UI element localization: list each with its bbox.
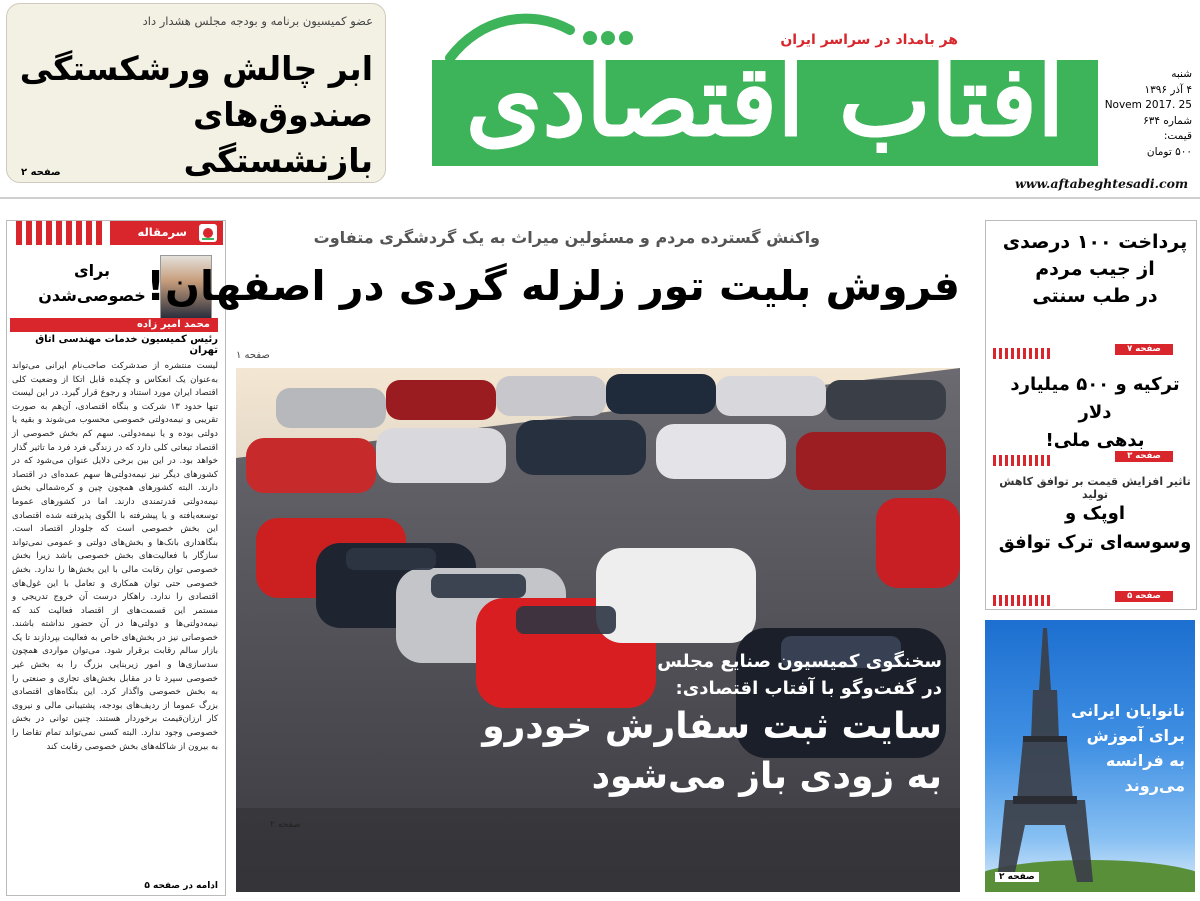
eiffel-tower-ad[interactable] bbox=[985, 620, 1195, 892]
ad-page-ref: صفحه ۲ bbox=[995, 872, 1039, 882]
author-bar bbox=[10, 318, 218, 332]
photo-caption-kicker bbox=[657, 648, 942, 702]
promo-title-line: ابر چالش ورشکستگی bbox=[19, 49, 373, 88]
brief-line: در طب سنتی bbox=[1032, 285, 1158, 307]
ad-line: به فرانسه bbox=[1105, 751, 1185, 770]
newspaper-logo[interactable]: آفتاب اقتصادی bbox=[465, 44, 1065, 159]
issue-price: ۵۰۰ تومان bbox=[1146, 145, 1192, 158]
promo-title bbox=[17, 46, 373, 184]
brief-page-ref: صفحه ۷ bbox=[1115, 344, 1173, 355]
ad-line: می‌روند bbox=[1124, 776, 1185, 795]
website-link[interactable]: www.aftabeghtesadi.com bbox=[1015, 176, 1189, 191]
editorial-badge-label: سرمقاله bbox=[137, 225, 187, 239]
brief-kicker: تاثیر افزایش قیمت بر توافق کاهش تولید bbox=[999, 475, 1191, 501]
ad-line: نانوایان ایرانی bbox=[1071, 701, 1185, 720]
masthead-divider bbox=[0, 197, 1200, 199]
brief-stripes bbox=[993, 451, 1053, 462]
ad-text bbox=[1065, 698, 1185, 798]
ad-line: برای آموزش bbox=[1086, 726, 1185, 745]
promo-title-line: صندوق‌های بازنشستگی bbox=[183, 95, 373, 180]
brief-page-ref: صفحه ۳ bbox=[1115, 451, 1173, 462]
brief-item[interactable] bbox=[994, 229, 1196, 310]
issue-number: شماره ۶۳۴ bbox=[1143, 114, 1192, 127]
editorial-body: لیست منتشره از صدشرکت صاحب‌نام ایرانی می‌تواند به‌عنوان یک انعکاس و چکیده قابل اتکا از وضعیت کلی اقتصاد ایران مورد استناد و رجوع قرار گیرد. در این لیست تنها حدود ۱۳ شرکت و بنگاه اقتصادی، آن‌هم به صورت تقریبی و نیمه‌دولتی خصوصی محسوب می‌شوند و بقیه یا دولتی بوده و یا نیمه‌دولتی. سهم کم بخش خصوصی از اقتصاد تبعاتی کلی دارد که در زندگی فرد فرد ما تاثیر گذار خواهد بود. در این بین برخی دلایل عنوان می‌شود که در کشورهای دیگر نیز نیمه‌دولتی‌ها سهم عمده‌ای در اقتصاد دارند. البته کشورهای همچون چین و کره‌شمالی بخش نیمه‌دولتی قدرتمندی دارند. اما در کشورهای عموما توسعه‌یافته و یا پیشرفته با الگوی پذیرفته شده اقتصادی این بخش خصوصی است که جلودار اقتصاد است. بنگاهداری بانک‌ها و بخش‌های دولتی و عمومی نمی‌تواند سازگار با فعالیت‌های بخش خصوصی باشد زیرا بخش خصوصی توان رقابت مالی با این بخش‌ها را ندارد. بخش خصوصی حتی توان همکاری و تعامل با این غول‌های اقتصادی را ندارد. راهکار درست آن خروج تدریجی و مستمر این قسمت‌های از اقتصاد فعالیت کند که نیمه‌دولتی‌ها و دولتی‌ها در آن حضور نداشته باشند. خصوصاتی نیز در بخش‌های خاص به فعالیت بپردازند تا یک بازار سالم رقابت برقرار شود. می‌توان مواردی همچون سدسازی‌ها و امور زیربنایی بزرگ را به بخش غیر خصوصی سپرد تا در مقابل بخش‌های تجاری و صنعتی را به بخش خصوصی واگذار کرد. این بنگاه‌های اقتصادی بزرگ عموما از ردیف‌های بودجه، پشتیبانی مالی و نیروی کار ارزان‌قیمت برخوردار هستند. چنین توانی در بخش خصوصی وجود ندارد. البته کسی نمی‌تواند تمام تقاضا را به بیرون از شاکله‌های بخش خصوصی رقابت کند bbox=[12, 361, 218, 752]
tagline: هر بامداد در سراسر ایران bbox=[780, 32, 958, 48]
brief-page-bar bbox=[993, 344, 1173, 355]
issue-info bbox=[1106, 67, 1192, 171]
photo-page-ref: صفحه ۲ bbox=[270, 820, 301, 830]
issue-price-label: قیمت: bbox=[1163, 130, 1192, 142]
issue-date-en: 25 .Novem 2017 bbox=[1104, 99, 1192, 111]
author-role: رئیس کمیسیون خدمات مهندسی اتاق تهران bbox=[35, 334, 218, 356]
editorial-stripes bbox=[10, 221, 102, 245]
promo-kicker: عضو کمیسیون برنامه و بودجه مجلس هشدار داد bbox=[142, 14, 373, 28]
brief-page-bar bbox=[993, 451, 1173, 462]
author-name: محمد امیر زاده bbox=[137, 319, 210, 330]
photo-caption-title-line: به زودی باز می‌شود bbox=[591, 756, 942, 797]
sun-logo-icon bbox=[199, 224, 217, 242]
photo-caption-title[interactable] bbox=[482, 702, 942, 802]
photo-caption-kicker-line: سخنگوی کمیسیون صنایع مجلس bbox=[657, 651, 942, 672]
cars-illustration bbox=[236, 368, 960, 892]
editorial-continued[interactable]: ادامه در صفحه ۵ bbox=[144, 881, 218, 891]
issue-date-fa: ۴ آذر ۱۳۹۶ bbox=[1144, 83, 1192, 96]
brief-line: ترکیه و ۵۰۰ میلیارد دلار bbox=[1010, 374, 1180, 423]
editorial-title[interactable] bbox=[30, 258, 154, 308]
lead-headline[interactable]: فروش بلیت تور زلزله گردی در اصفهان! bbox=[146, 262, 960, 310]
brief-line: اوپک و bbox=[1064, 503, 1125, 524]
editorial-title-line: خصوصی‌شدن bbox=[38, 286, 146, 305]
brief-stripes bbox=[993, 591, 1053, 602]
promo-teaser[interactable] bbox=[6, 3, 386, 183]
photo-caption-kicker-line: در گفت‌وگو با آفتاب اقتصادی: bbox=[675, 678, 942, 699]
brief-stripes bbox=[993, 344, 1053, 355]
brief-page-bar bbox=[993, 591, 1173, 602]
photo-caption-title-line: سایت ثبت سفارش خودرو bbox=[482, 706, 942, 747]
lead-page-ref: صفحه ۱ bbox=[236, 350, 270, 361]
promo-page-ref: صفحه ۲ bbox=[21, 167, 61, 178]
editorial-badge bbox=[110, 221, 223, 245]
brief-line: از جیب مردم bbox=[1035, 258, 1155, 280]
brief-page-ref: صفحه ۵ bbox=[1115, 591, 1173, 602]
cars-lot-photo[interactable] bbox=[236, 368, 960, 892]
brief-line: پرداخت ۱۰۰ درصدی bbox=[1002, 231, 1188, 253]
brief-line: بدهی ملی! bbox=[1045, 430, 1145, 451]
brief-line: وسوسه‌ای ترک توافق bbox=[998, 532, 1192, 553]
brief-item[interactable] bbox=[994, 499, 1196, 557]
briefs-column bbox=[985, 220, 1197, 610]
brief-item[interactable] bbox=[994, 371, 1196, 455]
editorial-title-line: برای bbox=[73, 261, 111, 280]
issue-day: شنبه bbox=[1171, 68, 1192, 80]
lead-kicker: واکنش گسترده مردم و مسئولین میراث به یک گردشگری متفاوت bbox=[313, 228, 820, 247]
